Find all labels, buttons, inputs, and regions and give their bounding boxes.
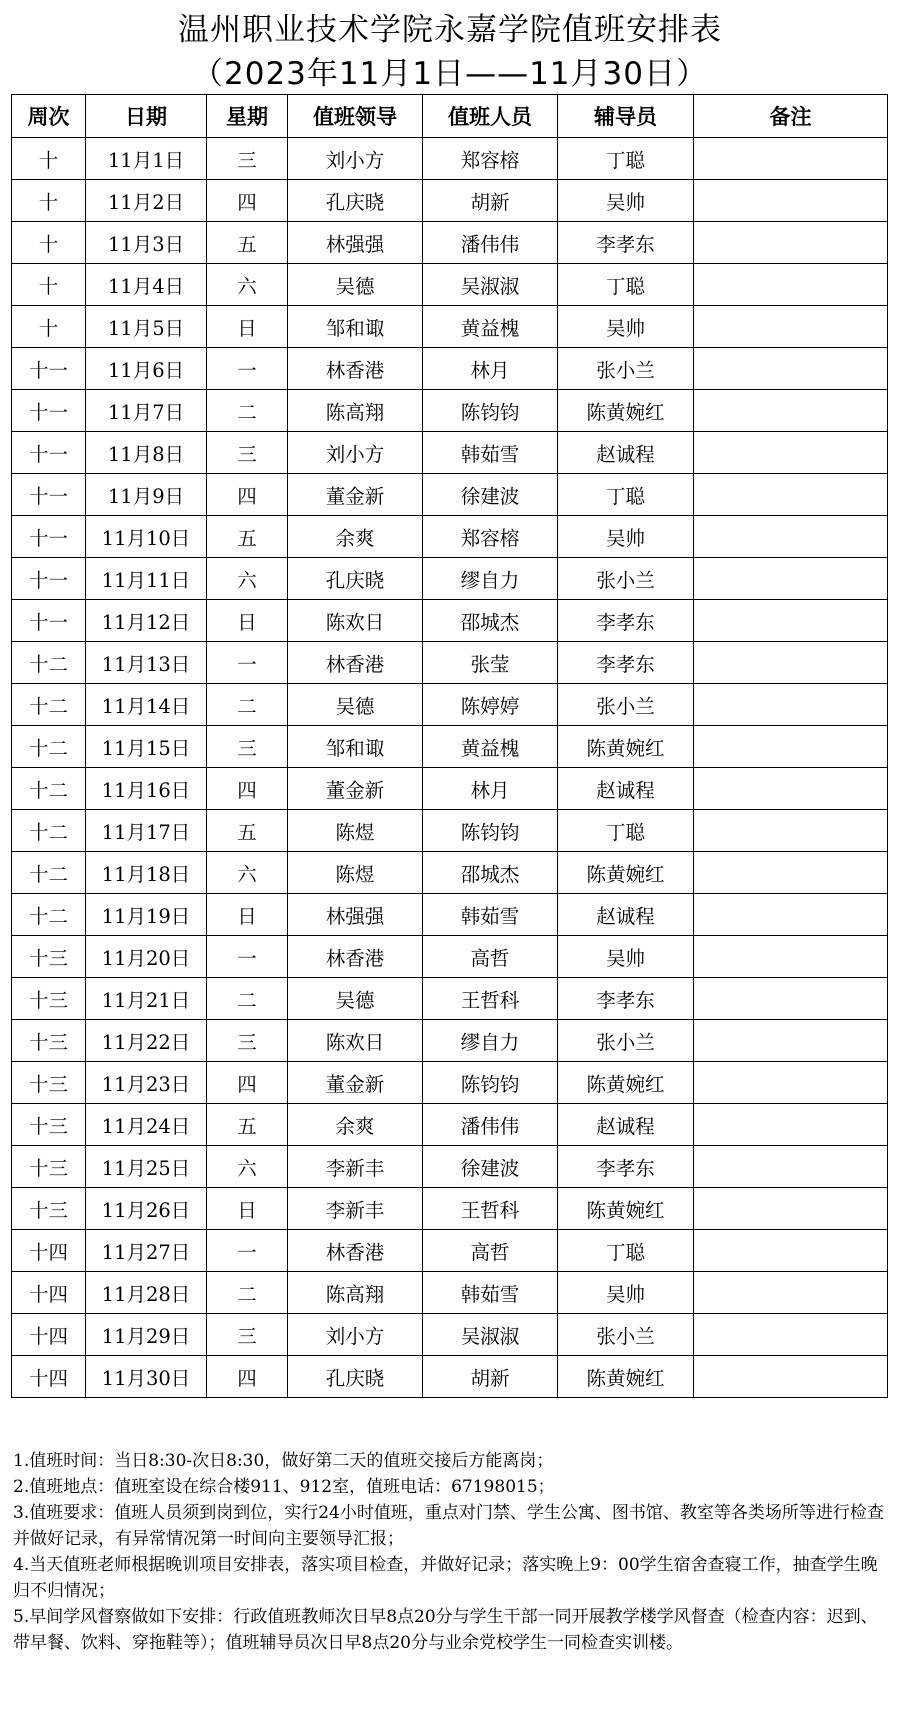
cell-date: 11月17日 xyxy=(86,810,207,852)
cell-duty-leader: 林香港 xyxy=(288,1230,423,1272)
table-row xyxy=(12,1272,888,1314)
cell-week: 十三 xyxy=(12,1020,86,1062)
cell-remarks xyxy=(694,180,888,222)
cell-duty-leader: 董金新 xyxy=(288,768,423,810)
cell-counselor: 吴帅 xyxy=(558,516,694,558)
cell-remarks xyxy=(694,1356,888,1398)
cell-duty-leader: 余爽 xyxy=(288,516,423,558)
cell-duty-leader: 李新丰 xyxy=(288,1146,423,1188)
cell-date: 11月11日 xyxy=(86,558,207,600)
table-row xyxy=(12,642,888,684)
cell-weekday: 五 xyxy=(207,1104,288,1146)
note-item: 1.值班时间：当日8:30-次日8:30，做好第二天的值班交接后方能离岗； xyxy=(13,1451,554,1471)
cell-week: 十四 xyxy=(12,1314,86,1356)
cell-counselor: 赵诚程 xyxy=(558,1104,694,1146)
cell-weekday: 四 xyxy=(207,1356,288,1398)
cell-remarks xyxy=(694,390,888,432)
cell-weekday: 四 xyxy=(207,474,288,516)
cell-counselor: 吴帅 xyxy=(558,306,694,348)
cell-duty-staff: 陈钧钧 xyxy=(423,1062,558,1104)
cell-remarks xyxy=(694,936,888,978)
cell-counselor: 陈黄婉红 xyxy=(558,726,694,768)
cell-duty-leader: 刘小方 xyxy=(288,432,423,474)
table-row xyxy=(12,306,888,348)
cell-duty-staff: 韩茹雪 xyxy=(423,1272,558,1314)
cell-weekday: 三 xyxy=(207,1020,288,1062)
cell-remarks xyxy=(694,1314,888,1356)
cell-weekday: 二 xyxy=(207,1272,288,1314)
cell-remarks xyxy=(694,1104,888,1146)
cell-date: 11月30日 xyxy=(86,1356,207,1398)
cell-date: 11月3日 xyxy=(86,222,207,264)
cell-date: 11月2日 xyxy=(86,180,207,222)
cell-duty-leader: 刘小方 xyxy=(288,1314,423,1356)
cell-counselor: 赵诚程 xyxy=(558,894,694,936)
cell-counselor: 陈黄婉红 xyxy=(558,1188,694,1230)
cell-date: 11月21日 xyxy=(86,978,207,1020)
cell-duty-staff: 徐建波 xyxy=(423,1146,558,1188)
cell-counselor: 陈黄婉红 xyxy=(558,1356,694,1398)
cell-duty-staff: 王哲科 xyxy=(423,1188,558,1230)
table-row xyxy=(12,936,888,978)
cell-date: 11月28日 xyxy=(86,1272,207,1314)
cell-duty-staff: 高哲 xyxy=(423,936,558,978)
cell-duty-leader: 董金新 xyxy=(288,474,423,516)
cell-duty-leader: 陈高翔 xyxy=(288,1272,423,1314)
cell-remarks xyxy=(694,1272,888,1314)
cell-weekday: 二 xyxy=(207,978,288,1020)
cell-duty-leader: 刘小方 xyxy=(288,138,423,180)
cell-counselor: 陈黄婉红 xyxy=(558,390,694,432)
cell-duty-leader: 林香港 xyxy=(288,936,423,978)
note-item: 5.早间学风督察做如下安排：行政值班教师次日早8点20分与学生干部一同开展教学楼学风督查（检查内容：迟到、带早餐、饮料、穿拖鞋等）；值班辅导员次日早8点20分与业余党校学生一同检查实训楼。 xyxy=(13,1607,878,1653)
cell-duty-staff: 林月 xyxy=(423,768,558,810)
cell-remarks xyxy=(694,264,888,306)
cell-duty-staff: 潘伟伟 xyxy=(423,1104,558,1146)
cell-weekday: 二 xyxy=(207,684,288,726)
cell-counselor: 张小兰 xyxy=(558,348,694,390)
cell-week: 十 xyxy=(12,222,86,264)
cell-weekday: 五 xyxy=(207,810,288,852)
cell-duty-staff: 郑容榕 xyxy=(423,516,558,558)
table-row xyxy=(12,600,888,642)
cell-date: 11月26日 xyxy=(86,1188,207,1230)
cell-weekday: 五 xyxy=(207,222,288,264)
cell-week: 十一 xyxy=(12,600,86,642)
cell-weekday: 三 xyxy=(207,138,288,180)
cell-duty-staff: 邵城杰 xyxy=(423,600,558,642)
cell-week: 十一 xyxy=(12,390,86,432)
cell-week: 十一 xyxy=(12,432,86,474)
cell-date: 11月12日 xyxy=(86,600,207,642)
cell-weekday: 六 xyxy=(207,1146,288,1188)
cell-date: 11月7日 xyxy=(86,390,207,432)
cell-date: 11月14日 xyxy=(86,684,207,726)
header-counselor: 辅导员 xyxy=(558,95,694,138)
cell-date: 11月10日 xyxy=(86,516,207,558)
cell-duty-staff: 缪自力 xyxy=(423,558,558,600)
header-week: 周次 xyxy=(12,95,86,138)
cell-counselor: 张小兰 xyxy=(558,1314,694,1356)
cell-week: 十三 xyxy=(12,1188,86,1230)
cell-counselor: 丁聪 xyxy=(558,264,694,306)
cell-weekday: 日 xyxy=(207,600,288,642)
cell-weekday: 五 xyxy=(207,516,288,558)
header-remarks: 备注 xyxy=(694,95,888,138)
cell-weekday: 六 xyxy=(207,558,288,600)
cell-remarks xyxy=(694,348,888,390)
cell-counselor: 吴帅 xyxy=(558,180,694,222)
cell-date: 11月4日 xyxy=(86,264,207,306)
cell-duty-staff: 陈钧钧 xyxy=(423,810,558,852)
cell-date: 11月6日 xyxy=(86,348,207,390)
cell-counselor: 陈黄婉红 xyxy=(558,852,694,894)
table-row xyxy=(12,474,888,516)
cell-duty-staff: 邵城杰 xyxy=(423,852,558,894)
cell-counselor: 张小兰 xyxy=(558,684,694,726)
cell-duty-staff: 高哲 xyxy=(423,1230,558,1272)
table-row xyxy=(12,1146,888,1188)
cell-week: 十三 xyxy=(12,936,86,978)
cell-duty-staff: 缪自力 xyxy=(423,1020,558,1062)
cell-remarks xyxy=(694,1146,888,1188)
cell-duty-leader: 董金新 xyxy=(288,1062,423,1104)
cell-counselor: 丁聪 xyxy=(558,474,694,516)
cell-weekday: 日 xyxy=(207,306,288,348)
table-row xyxy=(12,852,888,894)
duty-notes xyxy=(13,1448,893,1656)
cell-date: 11月13日 xyxy=(86,642,207,684)
cell-date: 11月16日 xyxy=(86,768,207,810)
cell-week: 十 xyxy=(12,138,86,180)
cell-weekday: 三 xyxy=(207,726,288,768)
cell-counselor: 赵诚程 xyxy=(558,432,694,474)
cell-counselor: 李孝东 xyxy=(558,222,694,264)
cell-duty-leader: 陈煜 xyxy=(288,852,423,894)
cell-duty-staff: 郑容榕 xyxy=(423,138,558,180)
cell-duty-staff: 胡新 xyxy=(423,1356,558,1398)
cell-duty-leader: 邹和诹 xyxy=(288,306,423,348)
duty-schedule-table xyxy=(11,94,888,1398)
cell-duty-staff: 胡新 xyxy=(423,180,558,222)
cell-weekday: 日 xyxy=(207,894,288,936)
cell-week: 十二 xyxy=(12,684,86,726)
cell-remarks xyxy=(694,306,888,348)
cell-duty-staff: 徐建波 xyxy=(423,474,558,516)
cell-duty-leader: 林香港 xyxy=(288,348,423,390)
cell-weekday: 四 xyxy=(207,1062,288,1104)
cell-remarks xyxy=(694,558,888,600)
cell-date: 11月22日 xyxy=(86,1020,207,1062)
table-row xyxy=(12,348,888,390)
cell-weekday: 一 xyxy=(207,642,288,684)
cell-week: 十三 xyxy=(12,978,86,1020)
cell-counselor: 李孝东 xyxy=(558,600,694,642)
cell-duty-leader: 孔庆晓 xyxy=(288,558,423,600)
note-item: 3.值班要求：值班人员须到岗到位，实行24小时值班，重点对门禁、学生公寓、图书馆、教室等各类场所等进行检查并做好记录，有异常情况第一时间向主要领导汇报； xyxy=(13,1503,884,1549)
header-duty-staff: 值班人员 xyxy=(423,95,558,138)
table-row xyxy=(12,1188,888,1230)
cell-weekday: 三 xyxy=(207,432,288,474)
cell-remarks xyxy=(694,1230,888,1272)
cell-date: 11月20日 xyxy=(86,936,207,978)
cell-counselor: 吴帅 xyxy=(558,936,694,978)
table-row xyxy=(12,1020,888,1062)
table-row xyxy=(12,684,888,726)
note-item: 2.值班地点：值班室设在综合楼911、912室，值班电话：67198015； xyxy=(13,1477,555,1497)
cell-weekday: 二 xyxy=(207,390,288,432)
table-row xyxy=(12,1230,888,1272)
cell-week: 十一 xyxy=(12,516,86,558)
cell-remarks xyxy=(694,642,888,684)
cell-remarks xyxy=(694,600,888,642)
cell-duty-staff: 潘伟伟 xyxy=(423,222,558,264)
cell-remarks xyxy=(694,852,888,894)
cell-duty-leader: 余爽 xyxy=(288,1104,423,1146)
cell-week: 十一 xyxy=(12,558,86,600)
cell-week: 十 xyxy=(12,264,86,306)
cell-weekday: 六 xyxy=(207,852,288,894)
header-date: 日期 xyxy=(86,95,207,138)
note-item: 4.当天值班老师根据晚训项目安排表，落实项目检查，并做好记录；落实晚上9：00学生宿舍查寝工作，抽查学生晚归不归情况； xyxy=(13,1555,878,1601)
date-range-subtitle: （2023年11月1日——11月30日） xyxy=(192,56,708,92)
table-row xyxy=(12,726,888,768)
cell-remarks xyxy=(694,768,888,810)
cell-weekday: 四 xyxy=(207,768,288,810)
cell-duty-leader: 吴德 xyxy=(288,978,423,1020)
cell-counselor: 张小兰 xyxy=(558,1020,694,1062)
cell-duty-leader: 李新丰 xyxy=(288,1188,423,1230)
table-row xyxy=(12,978,888,1020)
cell-remarks xyxy=(694,432,888,474)
table-row xyxy=(12,558,888,600)
cell-date: 11月9日 xyxy=(86,474,207,516)
cell-remarks xyxy=(694,1188,888,1230)
page-title: 温州职业技术学院永嘉学院值班安排表 xyxy=(178,12,722,48)
cell-duty-staff: 黄益槐 xyxy=(423,726,558,768)
cell-week: 十四 xyxy=(12,1230,86,1272)
cell-duty-staff: 张莹 xyxy=(423,642,558,684)
cell-duty-staff: 林月 xyxy=(423,348,558,390)
header-duty-leader: 值班领导 xyxy=(288,95,423,138)
cell-date: 11月5日 xyxy=(86,306,207,348)
cell-counselor: 吴帅 xyxy=(558,1272,694,1314)
cell-counselor: 李孝东 xyxy=(558,978,694,1020)
cell-weekday: 日 xyxy=(207,1188,288,1230)
cell-week: 十二 xyxy=(12,810,86,852)
cell-week: 十一 xyxy=(12,348,86,390)
table-row xyxy=(12,768,888,810)
cell-duty-staff: 陈婷婷 xyxy=(423,684,558,726)
cell-date: 11月18日 xyxy=(86,852,207,894)
cell-duty-staff: 吴淑淑 xyxy=(423,1314,558,1356)
table-row xyxy=(12,432,888,474)
cell-date: 11月23日 xyxy=(86,1062,207,1104)
table-row xyxy=(12,894,888,936)
cell-duty-leader: 孔庆晓 xyxy=(288,1356,423,1398)
cell-week: 十四 xyxy=(12,1272,86,1314)
cell-week: 十二 xyxy=(12,726,86,768)
table-row xyxy=(12,1062,888,1104)
cell-remarks xyxy=(694,726,888,768)
table-row xyxy=(12,138,888,180)
cell-counselor: 张小兰 xyxy=(558,558,694,600)
cell-week: 十二 xyxy=(12,768,86,810)
header-weekday: 星期 xyxy=(207,95,288,138)
table-row xyxy=(12,1104,888,1146)
cell-week: 十三 xyxy=(12,1146,86,1188)
cell-date: 11月8日 xyxy=(86,432,207,474)
cell-date: 11月24日 xyxy=(86,1104,207,1146)
cell-duty-leader: 林香港 xyxy=(288,642,423,684)
cell-duty-staff: 吴淑淑 xyxy=(423,264,558,306)
cell-weekday: 一 xyxy=(207,348,288,390)
cell-week: 十 xyxy=(12,180,86,222)
cell-remarks xyxy=(694,810,888,852)
table-row xyxy=(12,222,888,264)
cell-duty-leader: 林强强 xyxy=(288,894,423,936)
cell-remarks xyxy=(694,138,888,180)
cell-duty-leader: 陈煜 xyxy=(288,810,423,852)
cell-remarks xyxy=(694,684,888,726)
cell-date: 11月1日 xyxy=(86,138,207,180)
cell-duty-leader: 邹和诹 xyxy=(288,726,423,768)
cell-week: 十二 xyxy=(12,642,86,684)
cell-duty-staff: 王哲科 xyxy=(423,978,558,1020)
cell-duty-staff: 陈钧钧 xyxy=(423,390,558,432)
cell-weekday: 六 xyxy=(207,264,288,306)
table-header-row xyxy=(12,95,888,138)
cell-week: 十四 xyxy=(12,1356,86,1398)
cell-date: 11月19日 xyxy=(86,894,207,936)
schedule-body xyxy=(12,138,888,1398)
cell-counselor: 丁聪 xyxy=(558,1230,694,1272)
cell-week: 十三 xyxy=(12,1104,86,1146)
cell-remarks xyxy=(694,894,888,936)
cell-duty-staff: 韩茹雪 xyxy=(423,894,558,936)
cell-week: 十二 xyxy=(12,852,86,894)
table-row xyxy=(12,1314,888,1356)
cell-counselor: 丁聪 xyxy=(558,138,694,180)
cell-duty-staff: 韩茹雪 xyxy=(423,432,558,474)
cell-duty-staff: 黄益槐 xyxy=(423,306,558,348)
cell-week: 十 xyxy=(12,306,86,348)
table-row xyxy=(12,810,888,852)
cell-weekday: 四 xyxy=(207,180,288,222)
table-row xyxy=(12,516,888,558)
cell-week: 十三 xyxy=(12,1062,86,1104)
cell-remarks xyxy=(694,474,888,516)
cell-remarks xyxy=(694,222,888,264)
cell-counselor: 陈黄婉红 xyxy=(558,1062,694,1104)
cell-remarks xyxy=(694,978,888,1020)
cell-duty-leader: 林强强 xyxy=(288,222,423,264)
cell-duty-leader: 孔庆晓 xyxy=(288,180,423,222)
cell-counselor: 李孝东 xyxy=(558,1146,694,1188)
table-row xyxy=(12,390,888,432)
cell-weekday: 一 xyxy=(207,1230,288,1272)
table-row xyxy=(12,1356,888,1398)
cell-duty-leader: 吴德 xyxy=(288,264,423,306)
cell-counselor: 李孝东 xyxy=(558,642,694,684)
table-row xyxy=(12,180,888,222)
table-row xyxy=(12,264,888,306)
cell-date: 11月15日 xyxy=(86,726,207,768)
cell-weekday: 一 xyxy=(207,936,288,978)
cell-remarks xyxy=(694,516,888,558)
cell-counselor: 赵诚程 xyxy=(558,768,694,810)
cell-duty-leader: 陈欢日 xyxy=(288,600,423,642)
cell-remarks xyxy=(694,1062,888,1104)
cell-date: 11月27日 xyxy=(86,1230,207,1272)
cell-duty-leader: 陈欢日 xyxy=(288,1020,423,1062)
cell-weekday: 三 xyxy=(207,1314,288,1356)
cell-duty-leader: 吴德 xyxy=(288,684,423,726)
cell-date: 11月25日 xyxy=(86,1146,207,1188)
cell-counselor: 丁聪 xyxy=(558,810,694,852)
cell-date: 11月29日 xyxy=(86,1314,207,1356)
cell-week: 十二 xyxy=(12,894,86,936)
cell-remarks xyxy=(694,1020,888,1062)
cell-duty-leader: 陈高翔 xyxy=(288,390,423,432)
cell-week: 十一 xyxy=(12,474,86,516)
